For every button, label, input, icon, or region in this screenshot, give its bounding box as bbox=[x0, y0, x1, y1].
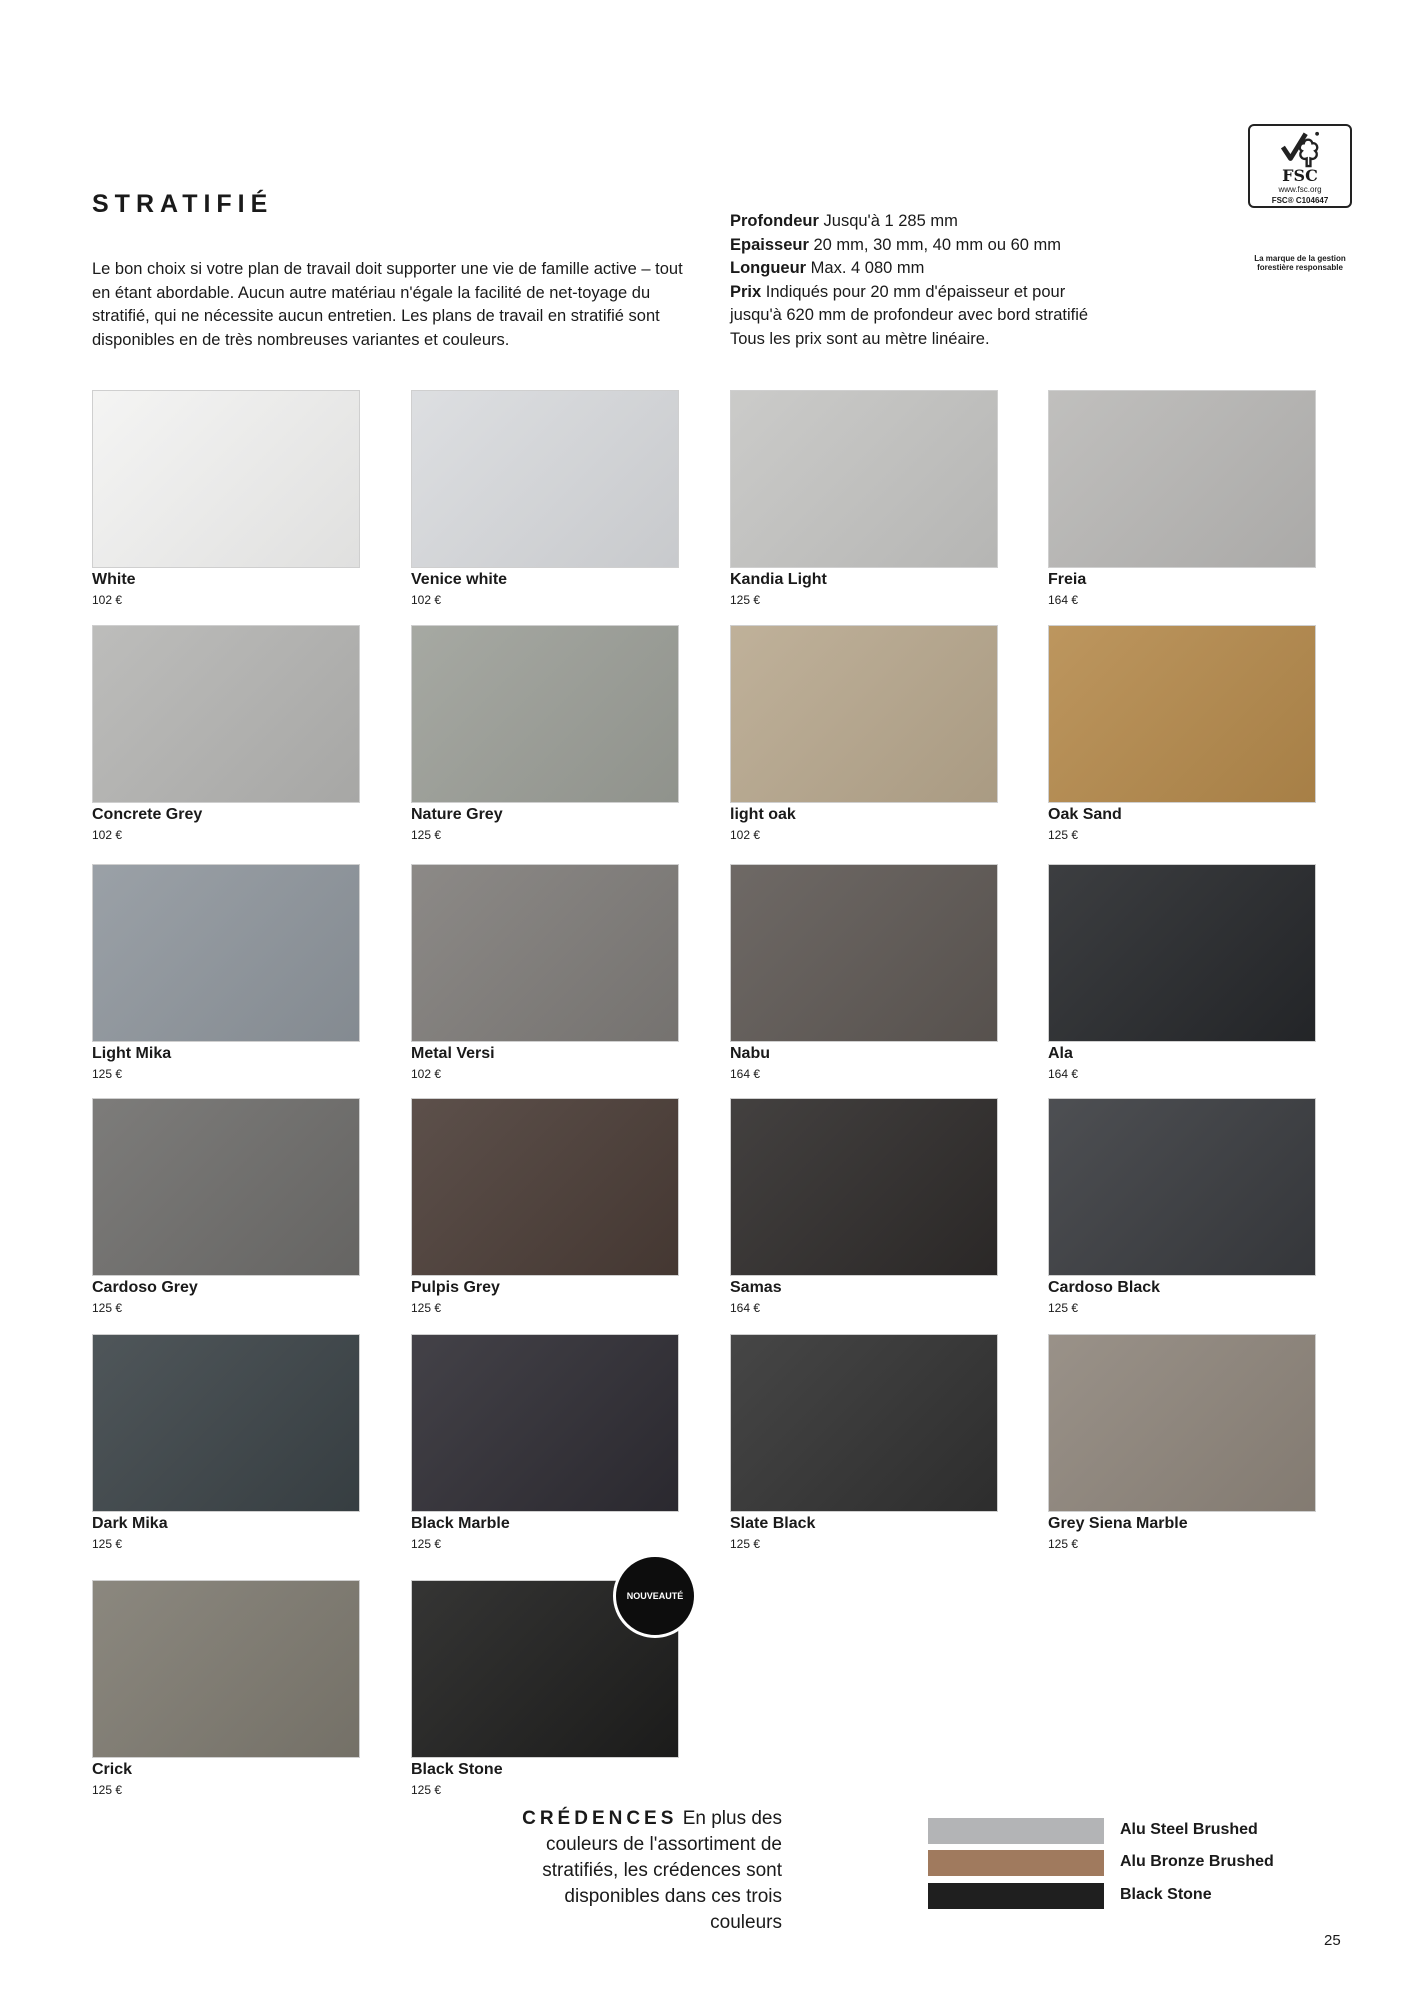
new-badge: NOUVEAUTÉ bbox=[613, 1554, 697, 1638]
product-swatch bbox=[411, 1334, 679, 1512]
product-name: Nabu bbox=[730, 1045, 770, 1062]
product-swatch bbox=[92, 390, 360, 568]
credence-color-swatch bbox=[928, 1883, 1104, 1909]
product-name: Oak Sand bbox=[1048, 806, 1122, 823]
product-swatch bbox=[92, 1098, 360, 1276]
price-note: Tous les prix sont au mètre linéaire. bbox=[730, 329, 990, 348]
product-name: light oak bbox=[730, 806, 796, 823]
product-swatch bbox=[411, 864, 679, 1042]
fsc-url: www.fsc.org bbox=[1278, 185, 1322, 194]
product-swatch bbox=[1048, 390, 1316, 568]
product-name: Nature Grey bbox=[411, 806, 503, 823]
credences-text-1: En plus des bbox=[677, 1808, 782, 1829]
credences-heading: CRÉDENCES bbox=[522, 1808, 678, 1829]
product-price: 102 € bbox=[411, 1067, 442, 1081]
product-price: 164 € bbox=[730, 1301, 761, 1315]
product-price: 125 € bbox=[92, 1783, 123, 1797]
product-price: 125 € bbox=[1048, 828, 1079, 842]
product-price: 102 € bbox=[730, 828, 761, 842]
product-price: 125 € bbox=[92, 1301, 123, 1315]
product-price: 102 € bbox=[411, 593, 442, 607]
length-value: Max. 4 080 mm bbox=[810, 259, 925, 277]
product-name: Venice white bbox=[411, 571, 508, 588]
depth-value: Jusqu'à 1 285 mm bbox=[823, 212, 958, 230]
tree-check-icon bbox=[1278, 130, 1322, 168]
product-price: 125 € bbox=[411, 1537, 442, 1551]
product-name: White bbox=[92, 571, 136, 588]
product-name: Black Marble bbox=[411, 1515, 510, 1532]
credence-color-name: Alu Bronze Brushed bbox=[1120, 1853, 1274, 1870]
product-price: 125 € bbox=[411, 1301, 442, 1315]
thickness-value: 20 mm, 30 mm, 40 mm ou 60 mm bbox=[813, 235, 1062, 254]
product-price: 125 € bbox=[411, 1783, 442, 1797]
product-swatch bbox=[730, 390, 998, 568]
length-label: Longueur bbox=[730, 259, 807, 277]
product-name: Dark Mika bbox=[92, 1515, 168, 1532]
product-price: 125 € bbox=[92, 1067, 123, 1081]
credence-color-swatch bbox=[928, 1818, 1104, 1844]
fsc-logo bbox=[1248, 124, 1352, 208]
credences-text bbox=[470, 1806, 782, 1936]
product-swatch bbox=[1048, 625, 1316, 803]
depth-label: Profondeur bbox=[730, 212, 819, 230]
product-swatch bbox=[730, 625, 998, 803]
product-swatch bbox=[1048, 1098, 1316, 1276]
product-name: Grey Siena Marble bbox=[1048, 1515, 1188, 1532]
product-price: 102 € bbox=[92, 593, 123, 607]
product-name: Cardoso Grey bbox=[92, 1279, 198, 1296]
fsc-code: FSC® C104647 bbox=[1271, 196, 1329, 205]
credence-color-swatch bbox=[928, 1850, 1104, 1876]
product-price: 125 € bbox=[411, 828, 442, 842]
product-name: Ala bbox=[1048, 1045, 1073, 1062]
product-name: Concrete Grey bbox=[92, 806, 203, 823]
product-name: Black Stone bbox=[411, 1761, 503, 1778]
product-swatch bbox=[411, 390, 679, 568]
product-swatch bbox=[1048, 864, 1316, 1042]
product-name: Slate Black bbox=[730, 1515, 816, 1532]
product-price: 125 € bbox=[1048, 1537, 1079, 1551]
product-name: Cardoso Black bbox=[1048, 1279, 1161, 1296]
product-swatch bbox=[730, 1334, 998, 1512]
credences-text-2: couleurs de l'assortiment de bbox=[546, 1834, 782, 1855]
page-title: STRATIFIÉ bbox=[92, 190, 274, 218]
price-value: Indiqués pour 20 mm d'épaisseur et pour bbox=[765, 282, 1066, 301]
price-value-line2: jusqu'à 620 mm de profondeur avec bord stratifié bbox=[730, 306, 1089, 324]
product-price: 102 € bbox=[92, 828, 123, 842]
product-price: 125 € bbox=[730, 1537, 761, 1551]
credences-text-5: couleurs bbox=[710, 1912, 782, 1933]
product-price: 164 € bbox=[1048, 1067, 1079, 1081]
product-swatch bbox=[92, 1334, 360, 1512]
product-price: 164 € bbox=[1048, 593, 1079, 607]
product-swatch bbox=[92, 625, 360, 803]
product-name: Samas bbox=[730, 1279, 782, 1296]
specs-block bbox=[730, 210, 1160, 351]
product-name: Light Mika bbox=[92, 1045, 172, 1062]
credences-text-3: stratifiés, les crédences sont bbox=[542, 1860, 782, 1881]
page-number: 25 bbox=[1324, 1932, 1341, 1949]
thickness-label: Epaisseur bbox=[730, 235, 809, 254]
product-price: 164 € bbox=[730, 1067, 761, 1081]
product-price: 125 € bbox=[730, 593, 761, 607]
product-swatch bbox=[411, 625, 679, 803]
product-name: Metal Versi bbox=[411, 1045, 495, 1062]
product-swatch bbox=[411, 1098, 679, 1276]
product-swatch bbox=[1048, 1334, 1316, 1512]
fsc-tagline: La marque de la gestion forestière responsable bbox=[1254, 254, 1346, 272]
credence-color-name: Alu Steel Brushed bbox=[1120, 1821, 1258, 1838]
credence-color-name: Black Stone bbox=[1120, 1886, 1212, 1903]
product-name: Kandia Light bbox=[730, 571, 827, 588]
product-name: Crick bbox=[92, 1761, 133, 1778]
product-name: Freia bbox=[1048, 571, 1087, 588]
product-price: 125 € bbox=[1048, 1301, 1079, 1315]
fsc-name: FSC bbox=[1282, 166, 1318, 185]
product-swatch bbox=[92, 864, 360, 1042]
product-name: Pulpis Grey bbox=[411, 1279, 500, 1296]
credences-text-4: disponibles dans ces trois bbox=[564, 1886, 782, 1907]
product-swatch bbox=[730, 864, 998, 1042]
intro-text: Le bon choix si votre plan de travail doit supporter une vie de famille active – tout en étant abordable. Aucun autre matériau n'égale la facilité de net-toyage du stratifié, qui ne nécessite aucun entretien. Les plans de travail en stratifié sont disponibles en de très nombreuses variantes et couleurs. bbox=[92, 260, 683, 349]
product-swatch bbox=[730, 1098, 998, 1276]
price-label: Prix bbox=[730, 282, 762, 301]
product-swatch bbox=[92, 1580, 360, 1758]
product-price: 125 € bbox=[92, 1537, 123, 1551]
